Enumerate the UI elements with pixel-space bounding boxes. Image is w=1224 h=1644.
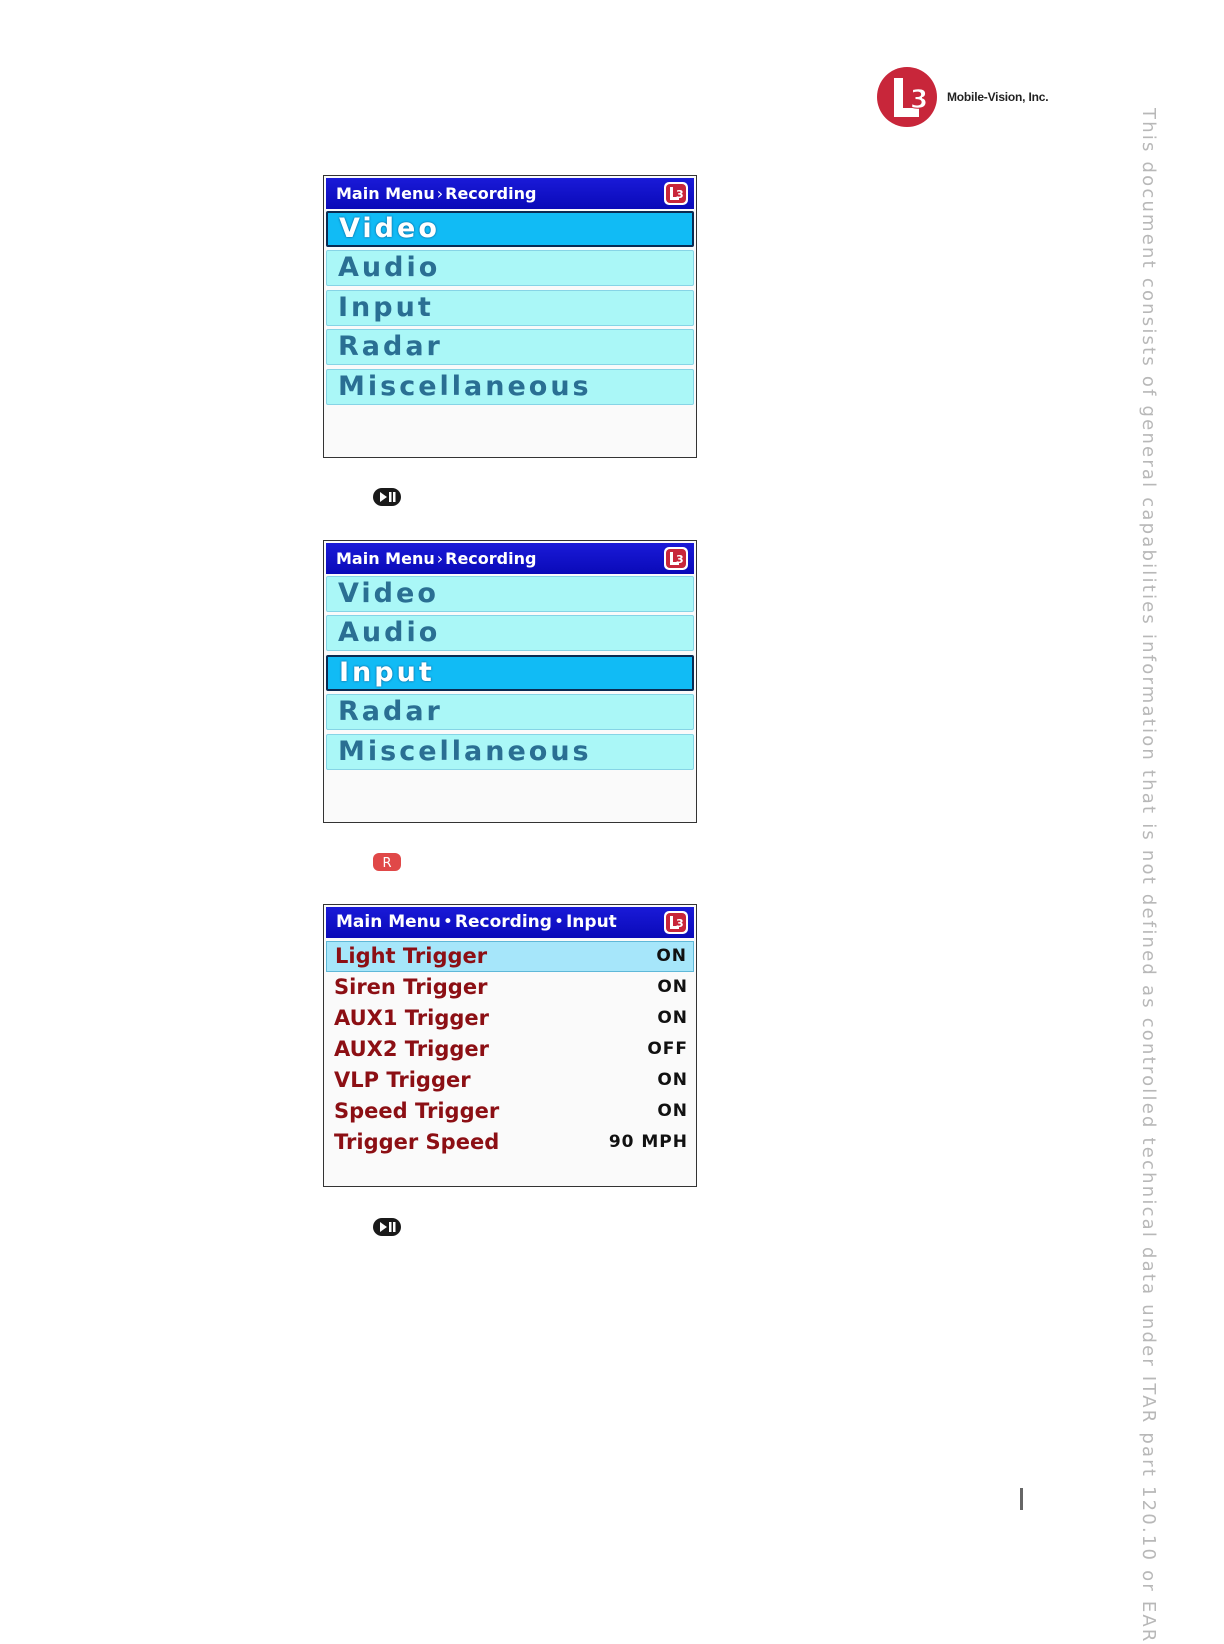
row-label: Light Trigger: [335, 944, 488, 968]
play-pause-icon[interactable]: [372, 1217, 402, 1237]
play-pause-icon[interactable]: [372, 487, 402, 507]
menu-item-audio[interactable]: Audio: [326, 615, 694, 651]
record-button-icon[interactable]: [372, 852, 402, 872]
l3-header-logo-icon: [664, 182, 688, 205]
breadcrumb-recording: Recording: [454, 912, 552, 932]
screen-header: [326, 178, 694, 209]
row-label: AUX2 Trigger: [334, 1037, 490, 1061]
screen-header: [326, 907, 694, 938]
row-label: Siren Trigger: [334, 975, 488, 999]
breadcrumb-separator-icon: ›: [436, 184, 444, 203]
list-row-aux2-trigger[interactable]: [326, 1034, 694, 1065]
page-footer-divider: [1020, 1488, 1023, 1510]
menu-item-radar[interactable]: Radar: [326, 694, 694, 730]
row-label: Speed Trigger: [334, 1099, 500, 1123]
row-label: Trigger Speed: [334, 1130, 500, 1154]
list-row-trigger-speed[interactable]: [326, 1127, 694, 1158]
svg-text:3: 3: [910, 85, 929, 115]
list-row-siren-trigger[interactable]: [326, 972, 694, 1003]
breadcrumb-recording: Recording: [445, 549, 537, 568]
menu-item-miscellaneous[interactable]: Miscellaneous: [326, 369, 694, 405]
menu-item-input[interactable]: Input: [326, 655, 694, 691]
l3-header-logo-icon: [664, 547, 688, 570]
svg-text:3: 3: [676, 917, 684, 930]
record-button-label: R: [382, 856, 392, 871]
breadcrumb-separator-icon: •: [442, 912, 453, 932]
menu-item-miscellaneous[interactable]: Miscellaneous: [326, 734, 694, 770]
row-value: ON: [657, 1008, 688, 1028]
row-value: OFF: [647, 1039, 688, 1059]
breadcrumb-main-menu: Main Menu: [336, 549, 435, 568]
breadcrumb-separator-icon: ›: [436, 549, 444, 568]
row-label: VLP Trigger: [334, 1068, 471, 1092]
company-name: Mobile-Vision, Inc.: [947, 90, 1049, 104]
screen-recording-menu-input: [323, 540, 697, 823]
row-value: ON: [657, 977, 688, 997]
breadcrumb-input: Input: [565, 912, 617, 932]
screen-header: [326, 543, 694, 574]
menu-item-video[interactable]: Video: [326, 576, 694, 612]
row-value: ON: [656, 946, 687, 966]
row-value: ON: [657, 1101, 688, 1121]
menu-item-input[interactable]: Input: [326, 290, 694, 326]
screen-input-settings: [323, 904, 697, 1187]
screen-recording-menu-video: [323, 175, 697, 458]
company-logo: [874, 66, 1074, 130]
list-row-aux1-trigger[interactable]: [326, 1003, 694, 1034]
l3-header-logo-icon: [664, 911, 688, 934]
list-row-vlp-trigger[interactable]: [326, 1065, 694, 1096]
svg-text:3: 3: [676, 553, 684, 566]
row-value: 90 MPH: [608, 1132, 688, 1152]
row-label: AUX1 Trigger: [334, 1006, 490, 1030]
menu-item-audio[interactable]: Audio: [326, 250, 694, 286]
itar-disclaimer: This document consists of general capabilities information that is not defined as controlled technical data under ITAR part 120.10 or EAR: [1138, 108, 1159, 1644]
row-value: ON: [657, 1070, 688, 1090]
breadcrumb-main-menu: Main Menu: [336, 912, 441, 932]
list-row-speed-trigger[interactable]: [326, 1096, 694, 1127]
l3-logo-icon: [874, 66, 940, 128]
list-row-light-trigger[interactable]: [326, 941, 694, 972]
svg-text:3: 3: [676, 188, 684, 201]
breadcrumb-separator-icon: •: [553, 912, 564, 932]
breadcrumb-main-menu: Main Menu: [336, 184, 435, 203]
breadcrumb-recording: Recording: [445, 184, 537, 203]
menu-item-radar[interactable]: Radar: [326, 329, 694, 365]
menu-item-video[interactable]: Video: [326, 211, 694, 247]
